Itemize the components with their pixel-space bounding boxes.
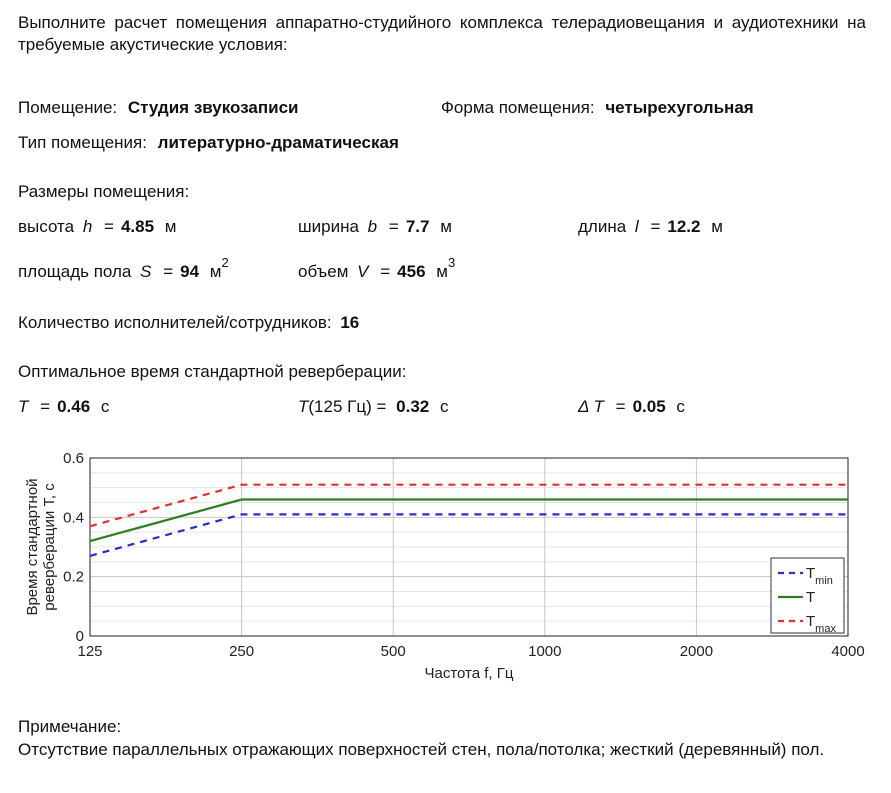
t-row — [18, 397, 109, 417]
volume-exponent: 3 — [447, 255, 456, 270]
width-unit: м — [440, 217, 452, 236]
y-tick-label: 0.4 — [63, 509, 84, 527]
length-symbol: l — [634, 217, 639, 236]
t125-unit: с — [439, 397, 449, 416]
x-tick-label: 125 — [77, 643, 103, 660]
length-unit: м — [711, 217, 723, 236]
length-label: длина — [578, 217, 627, 236]
t125-row — [298, 397, 448, 417]
performers-value: 16 — [340, 313, 360, 332]
x-axis-label: Частота f, Гц — [424, 665, 514, 682]
t-unit: с — [100, 397, 110, 416]
legend-label: $T_{max}$ — [806, 613, 836, 635]
area-unit: м — [209, 262, 222, 281]
volume-row — [298, 255, 456, 282]
task-intro: Выполните расчет помещения аппаратно-студийного комплекса телерадиовещания и аудиотехники на требуемые акустические условия: — [18, 13, 866, 54]
dt-eq: = — [615, 397, 626, 416]
room-value: Студия звукозаписи — [127, 98, 299, 117]
type-label: Тип помещения: — [18, 133, 147, 152]
area-label: площадь пола — [18, 262, 132, 281]
area-value: 94 — [180, 262, 200, 281]
series-line-T-max — [90, 485, 848, 527]
area-row — [18, 255, 229, 282]
length-value: 12.2 — [667, 217, 701, 236]
y-axis-label — [24, 478, 58, 615]
length-eq: = — [650, 217, 661, 236]
t125-symbol: T — [298, 397, 309, 416]
series-line-T-min — [90, 514, 848, 556]
area-eq: = — [163, 262, 174, 281]
height-symbol: h — [82, 217, 93, 236]
height-eq: = — [104, 217, 114, 236]
chart-series — [90, 485, 848, 556]
chart-grid — [90, 458, 848, 636]
volume-label: объем — [298, 262, 349, 281]
reverb-chart — [0, 440, 891, 690]
room-row — [18, 98, 299, 118]
width-symbol: b — [367, 217, 378, 236]
volume-symbol: V — [357, 262, 369, 281]
length-row — [578, 217, 723, 237]
type-row — [18, 133, 399, 153]
x-tick-label: 1000 — [528, 643, 562, 660]
height-label: высота — [18, 217, 75, 236]
t125-value: 0.32 — [396, 397, 430, 416]
y-axis-label-line2: реверберации T, с — [41, 483, 58, 611]
x-tick-label: 500 — [380, 643, 406, 660]
reverb-heading: Оптимальное время стандартной реверберации: — [18, 362, 407, 381]
width-label: ширина — [298, 217, 359, 236]
y-tick-label: 0 — [75, 628, 84, 645]
chart-legend — [771, 558, 844, 635]
volume-eq: = — [380, 262, 391, 281]
type-value: литературно-драматическая — [157, 133, 399, 152]
dt-row — [578, 397, 685, 417]
x-tick-label: 4000 — [831, 643, 865, 660]
x-tick-label: 250 — [229, 643, 255, 660]
legend-label-subscript: min — [815, 575, 833, 587]
reverb-chart-svg — [0, 440, 891, 690]
dt-value: 0.05 — [632, 397, 666, 416]
height-value: 4.85 — [120, 217, 155, 236]
t-eq: = — [40, 397, 51, 416]
width-value: 7.7 — [405, 217, 430, 236]
legend-label-subscript: max — [815, 623, 836, 635]
y-tick-label: 0.2 — [63, 568, 84, 586]
note-heading: Примечание: — [18, 717, 122, 736]
t125-label: (125 Гц) = — [308, 397, 387, 416]
shape-value: четырехугольная — [605, 98, 754, 117]
chart-ticks — [63, 450, 865, 660]
dt-unit: с — [676, 397, 685, 416]
area-symbol: S — [140, 262, 152, 281]
t-symbol: T — [18, 397, 29, 416]
dims-heading: Размеры помещения: — [18, 182, 190, 201]
height-row — [18, 217, 176, 237]
width-row — [298, 217, 452, 237]
y-tick-label: 0.6 — [63, 450, 84, 467]
legend-label: T — [806, 589, 816, 606]
volume-value: 456 — [397, 262, 426, 281]
y-axis-label-line1: Время стандартной — [24, 478, 41, 616]
shape-row — [441, 98, 754, 118]
series-line-T — [90, 500, 848, 542]
performers-row — [18, 313, 359, 333]
dt-symbol: Δ T — [578, 397, 604, 416]
legend-label: $T_{min}$ — [806, 565, 833, 587]
width-eq: = — [388, 217, 399, 236]
t-value: 0.46 — [57, 397, 91, 416]
performers-label: Количество исполнителей/сотрудников: — [18, 313, 332, 332]
area-exponent: 2 — [221, 255, 229, 270]
height-unit: м — [164, 217, 177, 236]
volume-unit: м — [436, 262, 448, 281]
note-text: Отсутствие параллельных отражающих поверхностей стен, пола/потолка; жесткий (деревянный) пол. — [18, 740, 825, 759]
room-label: Помещение: — [18, 98, 118, 117]
x-tick-label: 2000 — [679, 643, 714, 660]
shape-label: Форма помещения: — [441, 98, 595, 117]
